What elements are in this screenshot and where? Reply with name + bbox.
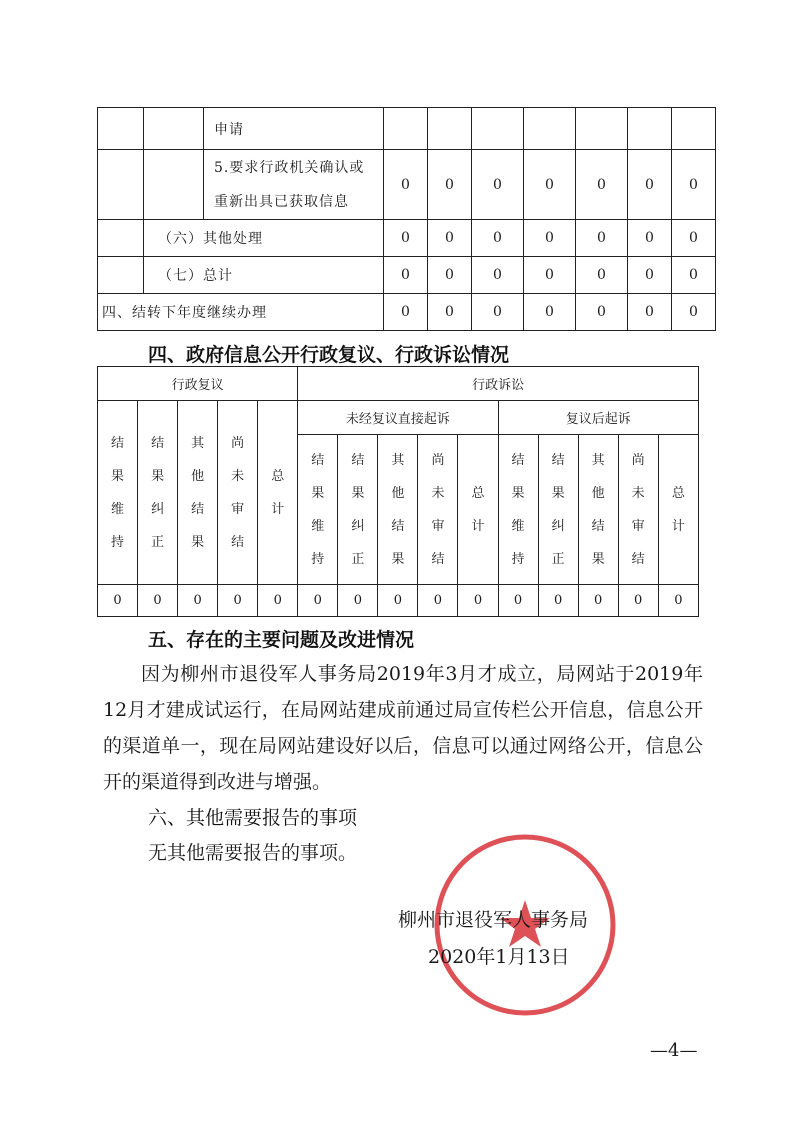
table-row: （七）总计 0 0 0 0 0 0 0: [98, 257, 716, 294]
table-row: 0 0 0 0 0 0 0 0 0 0 0 0 0 0 0: [98, 585, 699, 617]
column-header: 其 他 结 果: [578, 435, 618, 585]
column-header: 尚 未 审 结: [618, 435, 658, 585]
column-header: 结 果 维 持: [498, 435, 538, 585]
disclosure-handling-table: [97, 107, 716, 331]
after-review-header: 复议后起诉: [498, 401, 698, 435]
section6-body: 无其他需要报告的事项。: [148, 842, 358, 864]
review-litigation-table: [97, 366, 699, 617]
column-header: 结 果 纠 正: [138, 401, 178, 585]
column-header: 总 计: [658, 435, 698, 585]
direct-suit-header: 未经复议直接起诉: [298, 401, 498, 435]
table-row: [98, 108, 716, 150]
row-label: 申请: [204, 108, 384, 150]
page-number: —4—: [650, 1040, 698, 1061]
column-header: 尚 未 审 结: [418, 435, 458, 585]
section5-body: 因为柳州市退役军人事务局2019年3月才成立，局网站于2019年12月才建成试运行，在局网站建成前通过局宣传栏公开信息，信息公开的渠道单一，现在局网站建设好以后，信息可以通过网络公开，信息公开的渠道得到改进与增强。: [103, 663, 703, 793]
table-row: 5.要求行政机关确认或 重新出具已获取信息 0 0 0 0 0 0 0: [98, 150, 716, 220]
column-header: 尚 未 审 结: [218, 401, 258, 585]
table-row: （六）其他处理 0 0 0 0 0 0 0: [98, 220, 716, 257]
column-header: 其 他 结 果: [178, 401, 218, 585]
signature-org: 柳州市退役军人事务局: [398, 909, 589, 931]
row-label: 5.要求行政机关确认或 重新出具已获取信息: [204, 150, 384, 220]
section5-heading: 五、存在的主要问题及改进情况: [148, 629, 415, 651]
row-label: （七）总计: [144, 257, 384, 294]
admin-review-header: 行政复议: [98, 367, 298, 401]
column-header: 其 他 结 果: [378, 435, 418, 585]
admin-litigation-header: 行政诉讼: [298, 367, 699, 401]
section6-heading: 六、其他需要报告的事项: [148, 807, 358, 829]
row-label: 四、结转下年度继续办理: [98, 294, 384, 331]
section4-heading: 四、政府信息公开行政复议、行政诉讼情况: [148, 344, 510, 366]
row-label: （六）其他处理: [144, 220, 384, 257]
column-header: 结 果 维 持: [298, 435, 338, 585]
table-row: 四、结转下年度继续办理 0 0 0 0 0 0 0: [98, 294, 716, 331]
column-header: 结 果 纠 正: [338, 435, 378, 585]
column-header: 结 果 维 持: [98, 401, 138, 585]
column-header: 总 计: [258, 401, 298, 585]
signature-date: 2020年1月13日: [428, 946, 570, 968]
column-header: 结 果 纠 正: [538, 435, 578, 585]
column-header: 总 计: [458, 435, 498, 585]
